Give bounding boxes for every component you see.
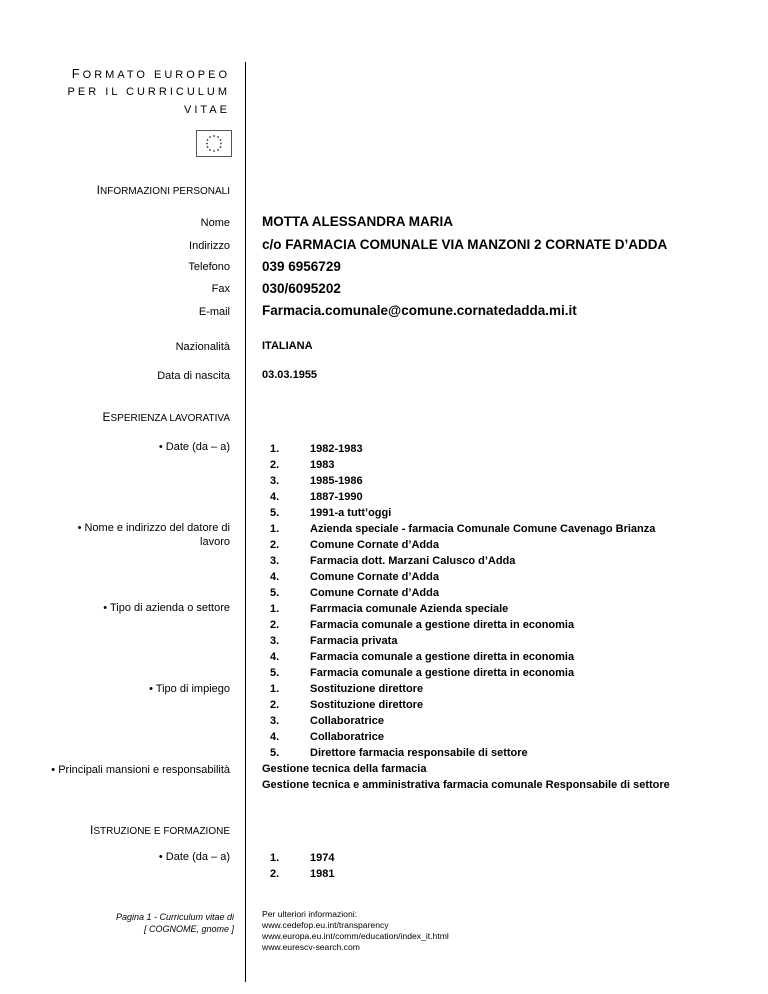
label-birthdate: Data di nascita bbox=[157, 370, 230, 382]
label-sector: • Tipo di azienda o settore bbox=[103, 602, 230, 614]
list-item: 3. 1985-1986 bbox=[270, 475, 363, 487]
footer-link[interactable]: www.eurescv-search.com bbox=[262, 942, 360, 952]
duties-line-1: Gestione tecnica della farmacia bbox=[262, 763, 427, 775]
list-item: 1. 1974 bbox=[270, 852, 335, 864]
section-heading-education: ISTRUZIONE E FORMAZIONE bbox=[89, 823, 230, 837]
list-item: 2. 1983 bbox=[270, 459, 335, 471]
label-address: Indirizzo bbox=[189, 240, 230, 252]
label-employer-line-2: lavoro bbox=[200, 536, 230, 548]
list-item: 1. 1982-1983 bbox=[270, 443, 363, 455]
list-item: 4. Comune Cornate d’Adda bbox=[270, 571, 439, 583]
list-item: 2. Farmacia comunale a gestione diretta in economia bbox=[270, 619, 575, 631]
list-item: 1. Farrmacia comunale Azienda speciale bbox=[270, 603, 509, 615]
page-footer-right bbox=[262, 909, 449, 953]
section-heading-experience: ESPERIENZA LAVORATIVA bbox=[102, 410, 230, 424]
column-divider bbox=[245, 62, 246, 982]
duties-line-2: Gestione tecnica e amministrativa farmacia comunale Responsabile di settore bbox=[262, 779, 670, 791]
page-footer-left bbox=[116, 911, 234, 935]
label-email: E-mail bbox=[198, 306, 230, 318]
list-item: 1. Sostituzione direttore bbox=[270, 683, 424, 695]
education-list bbox=[270, 850, 334, 882]
list-item: 3. Farmacia dott. Marzani Calusco d’Adda bbox=[270, 555, 516, 567]
label-job-type: • Tipo di impiego bbox=[149, 683, 230, 695]
doc-title-line-1: FORMATO EUROPEO bbox=[71, 66, 230, 81]
list-item: 5. Comune Cornate d’Adda bbox=[270, 587, 439, 599]
value-nationality: ITALIANA bbox=[262, 340, 313, 352]
list-item: 2. Comune Cornate d’Adda bbox=[270, 539, 439, 551]
doc-title-line-2: PER IL CURRICULUM bbox=[67, 86, 230, 98]
list-item: 4. Collaboratrice bbox=[270, 731, 384, 743]
footer-link[interactable]: www.cedefop.eu.int/transparency bbox=[262, 920, 389, 930]
value-address: c/o FARMACIA COMUNALE VIA MANZONI 2 CORNATE D’ADDA bbox=[262, 237, 668, 252]
list-item: 1. Azienda speciale - farmacia Comunale Comune Cavenago Brianza bbox=[270, 523, 656, 535]
doc-title-line-3: VITAE bbox=[184, 104, 230, 116]
list-item: 3. Farmacia privata bbox=[270, 635, 398, 647]
list-item: 5. Farmacia comunale a gestione diretta in economia bbox=[270, 667, 575, 679]
list-item: 4. Farmacia comunale a gestione diretta in economia bbox=[270, 651, 575, 663]
list-item: 2. 1981 bbox=[270, 868, 335, 880]
footer-name-placeholder: [ COGNOME, gnome ] bbox=[143, 924, 234, 934]
list-item: 5. Direttore farmacia responsabile di settore bbox=[270, 747, 528, 759]
label-nationality: Nazionalità bbox=[175, 341, 230, 353]
value-birthdate: 03.03.1955 bbox=[262, 369, 318, 381]
label-experience-dates: • Date (da – a) bbox=[158, 441, 230, 453]
list-item: 5. 1991-a tutt’oggi bbox=[270, 507, 392, 519]
label-fax: Fax bbox=[211, 283, 230, 295]
value-phone: 039 6956729 bbox=[262, 259, 341, 274]
label-phone: Telefono bbox=[188, 261, 230, 273]
value-fax: 030/6095202 bbox=[262, 281, 341, 296]
eu-flag-icon bbox=[196, 130, 232, 157]
value-name: MOTTA ALESSANDRA MARIA bbox=[262, 214, 453, 229]
label-employer-line-1: • Nome e indirizzo del datore di bbox=[77, 522, 230, 534]
list-item: 2. Sostituzione direttore bbox=[270, 699, 424, 711]
footer-info-label: Per ulteriori informazioni: bbox=[262, 909, 358, 919]
label-name: Nome bbox=[200, 217, 230, 229]
label-education-dates: • Date (da – a) bbox=[158, 851, 230, 863]
label-duties: • Principali mansioni e responsabilità bbox=[51, 764, 230, 776]
footer-page-label: Pagina 1 - Curriculum vitae di bbox=[115, 912, 234, 922]
footer-link[interactable]: www.europa.eu.int/comm/education/index_it.html bbox=[262, 931, 449, 941]
list-item: 4. 1887-1990 bbox=[270, 491, 363, 503]
value-email: Farmacia.comunale@comune.cornatedadda.mi.it bbox=[262, 303, 577, 318]
experience-list bbox=[270, 441, 655, 761]
section-heading-personal: INFORMAZIONI PERSONALI bbox=[96, 183, 230, 197]
list-item: 3. Collaboratrice bbox=[270, 715, 384, 727]
